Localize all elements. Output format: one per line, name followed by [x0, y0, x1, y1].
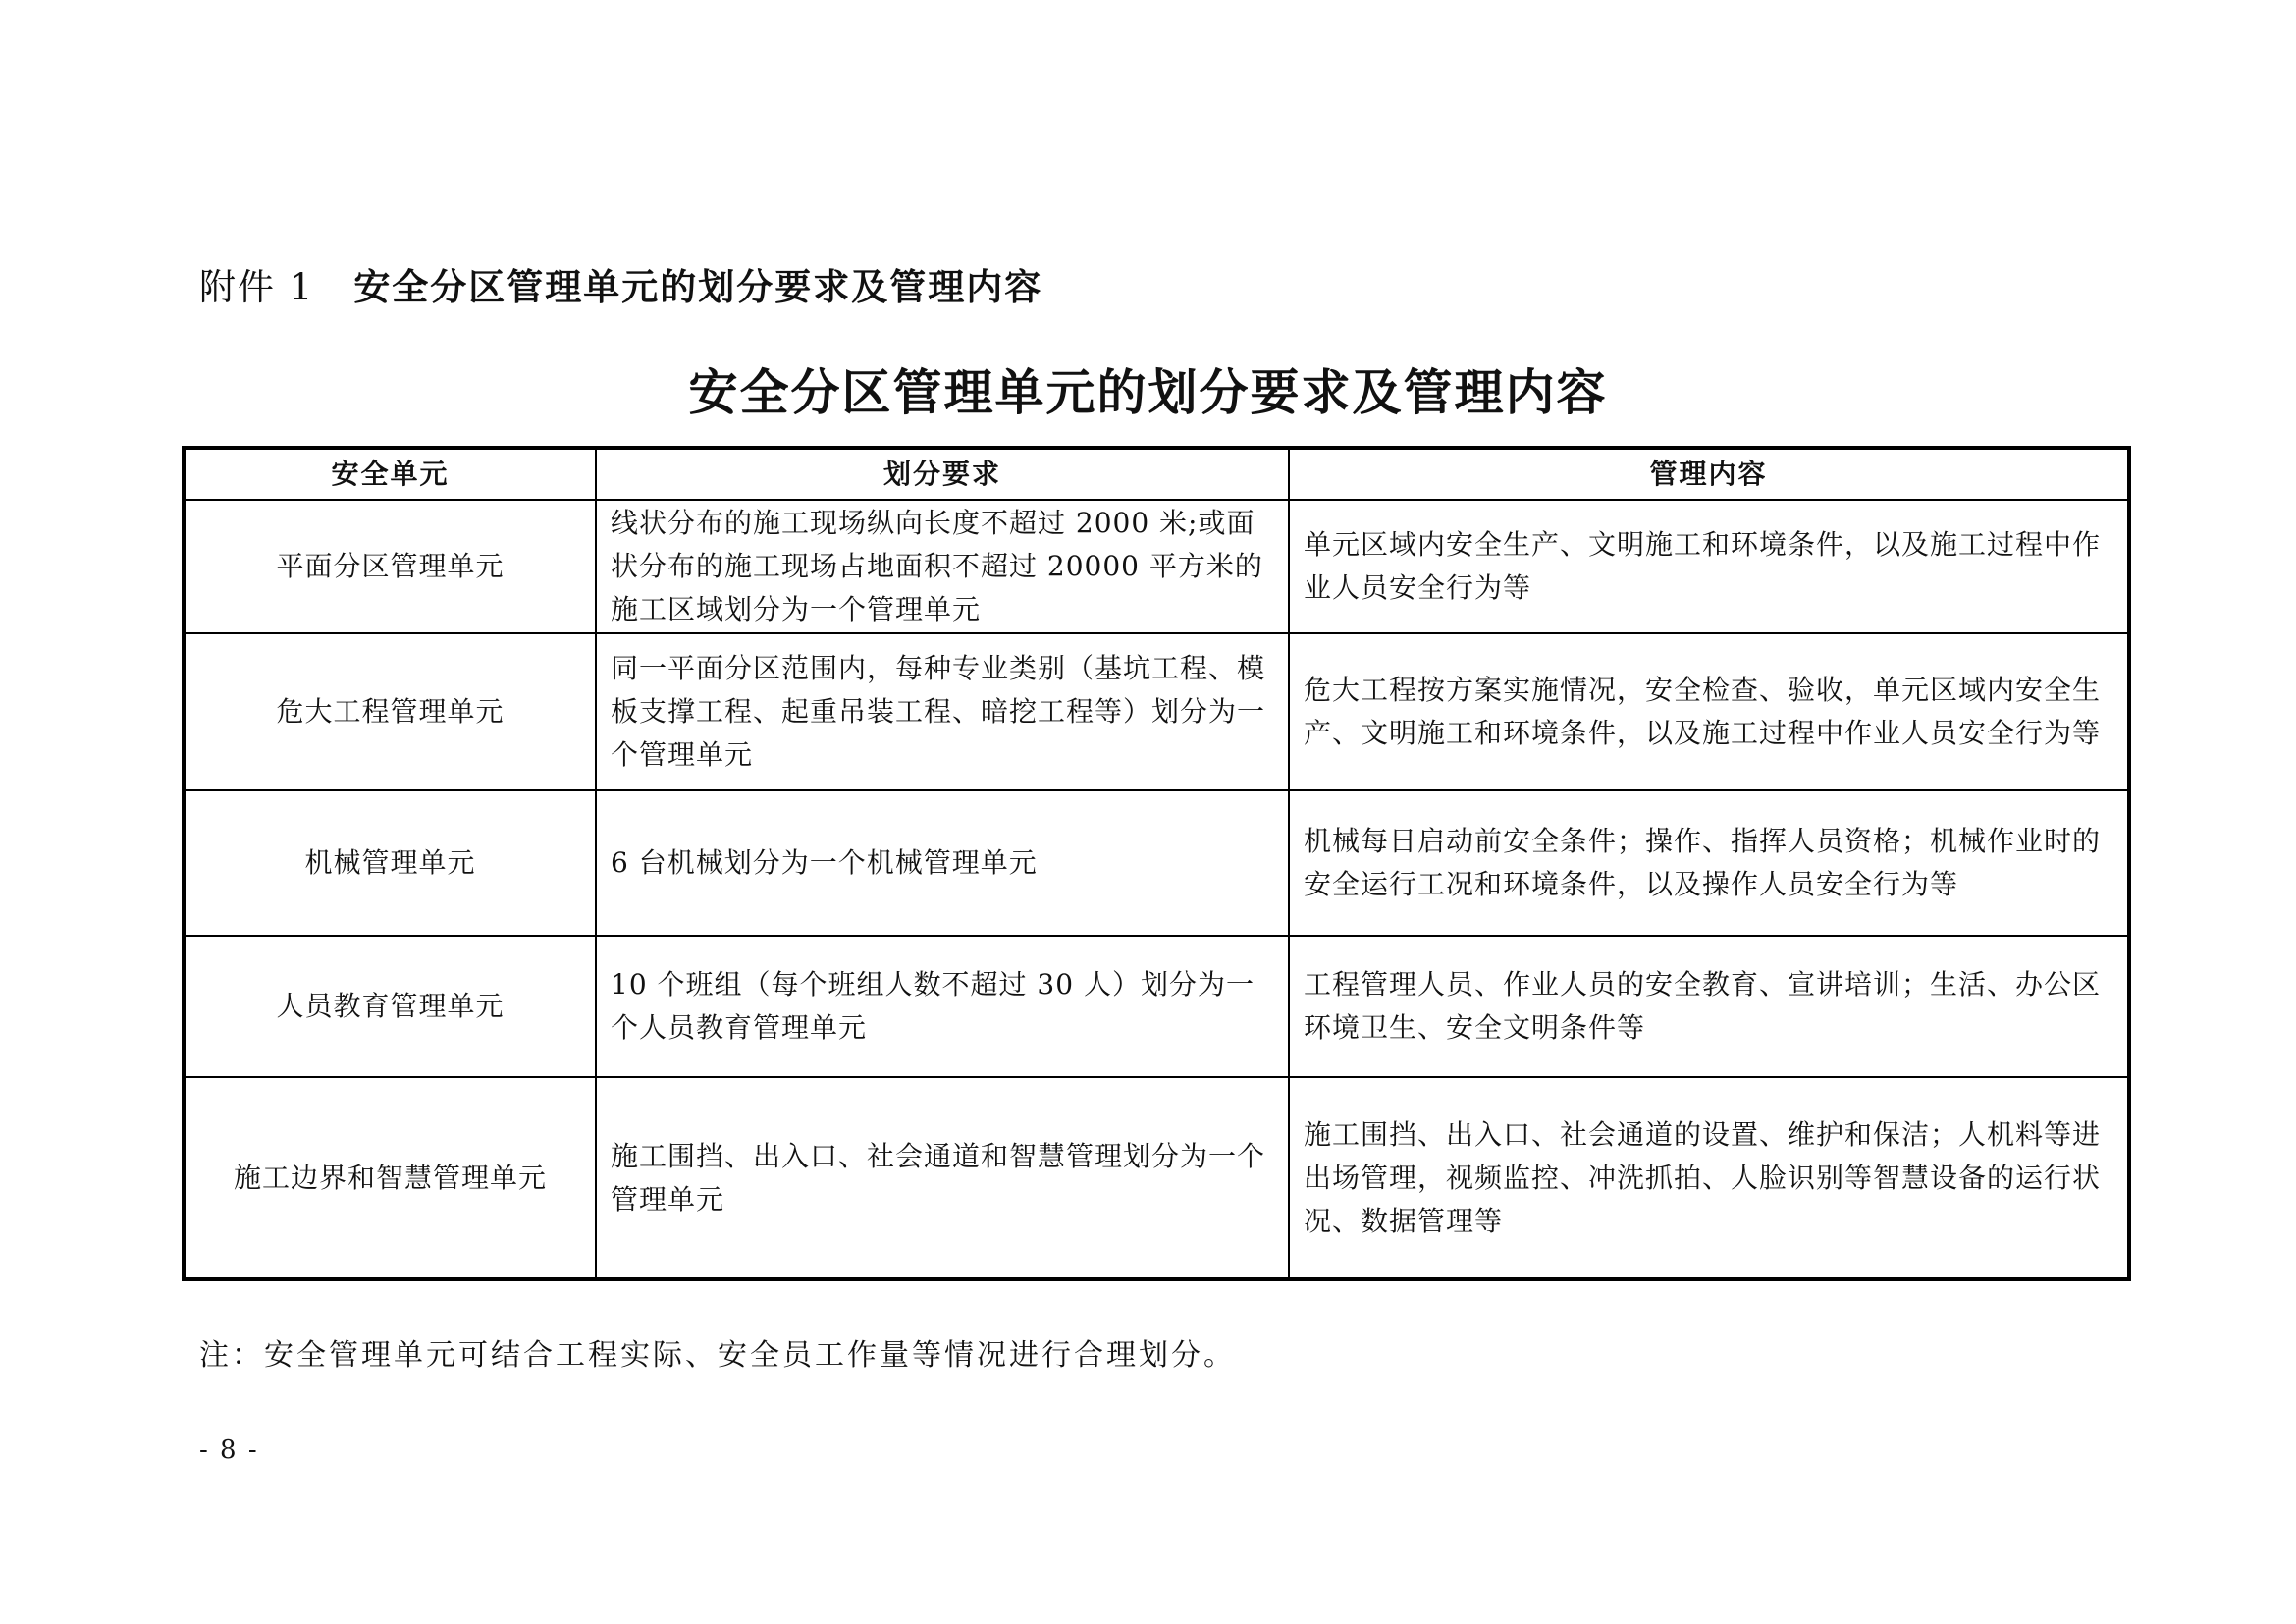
cell-content: 单元区域内安全生产、文明施工和环境条件，以及施工过程中作业人员安全行为等 [1289, 500, 2129, 633]
cell-content: 危大工程按方案实施情况，安全检查、验收，单元区域内安全生产、文明施工和环境条件，以及施工过程中作业人员安全行为等 [1289, 633, 2129, 790]
attachment-label: 附件 1 [199, 266, 315, 308]
table-row [184, 500, 2129, 633]
cell-unit: 平面分区管理单元 [184, 500, 596, 633]
safety-unit-table [182, 446, 2131, 1281]
table-row [184, 790, 2129, 936]
document-title: 安全分区管理单元的划分要求及管理内容 [688, 364, 1608, 421]
cell-requirement: 同一平面分区范围内，每种专业类别（基坑工程、模板支撑工程、起重吊装工程、暗挖工程等）划分为一个管理单元 [596, 633, 1289, 790]
cell-content: 机械每日启动前安全条件；操作、指挥人员资格；机械作业时的安全运行工况和环境条件，以及操作人员安全行为等 [1289, 790, 2129, 936]
page-number: - 8 - [199, 1435, 259, 1465]
cell-content: 施工围挡、出入口、社会通道的设置、维护和保洁；人机料等进出场管理，视频监控、冲洗抓拍、人脸识别等智慧设备的运行状况、数据管理等 [1289, 1077, 2129, 1279]
table-header-row [184, 448, 2129, 500]
cell-unit: 机械管理单元 [184, 790, 596, 936]
header-safety-unit: 安全单元 [184, 448, 596, 500]
cell-unit: 施工边界和智慧管理单元 [184, 1077, 596, 1279]
cell-requirement: 线状分布的施工现场纵向长度不超过 2000 米;或面状分布的施工现场占地面积不超过 20000 平方米的施工区域划分为一个管理单元 [596, 500, 1289, 633]
table-row [184, 633, 2129, 790]
table-note: 注：安全管理单元可结合工程实际、安全员工作量等情况进行合理划分。 [199, 1338, 1236, 1373]
table-row [184, 936, 2129, 1077]
cell-requirement: 施工围挡、出入口、社会通道和智慧管理划分为一个管理单元 [596, 1077, 1289, 1279]
cell-unit: 危大工程管理单元 [184, 633, 596, 790]
header-division-requirement: 划分要求 [596, 448, 1289, 500]
table-row [184, 1077, 2129, 1279]
header-management-content: 管理内容 [1289, 448, 2129, 500]
attachment-title: 安全分区管理单元的划分要求及管理内容 [353, 265, 1043, 308]
cell-requirement: 10 个班组（每个班组人数不超过 30 人）划分为一个人员教育管理单元 [596, 936, 1289, 1077]
cell-unit: 人员教育管理单元 [184, 936, 596, 1077]
attachment-heading [199, 257, 1042, 310]
cell-requirement: 6 台机械划分为一个机械管理单元 [596, 790, 1289, 936]
cell-content: 工程管理人员、作业人员的安全教育、宣讲培训；生活、办公区环境卫生、安全文明条件等 [1289, 936, 2129, 1077]
